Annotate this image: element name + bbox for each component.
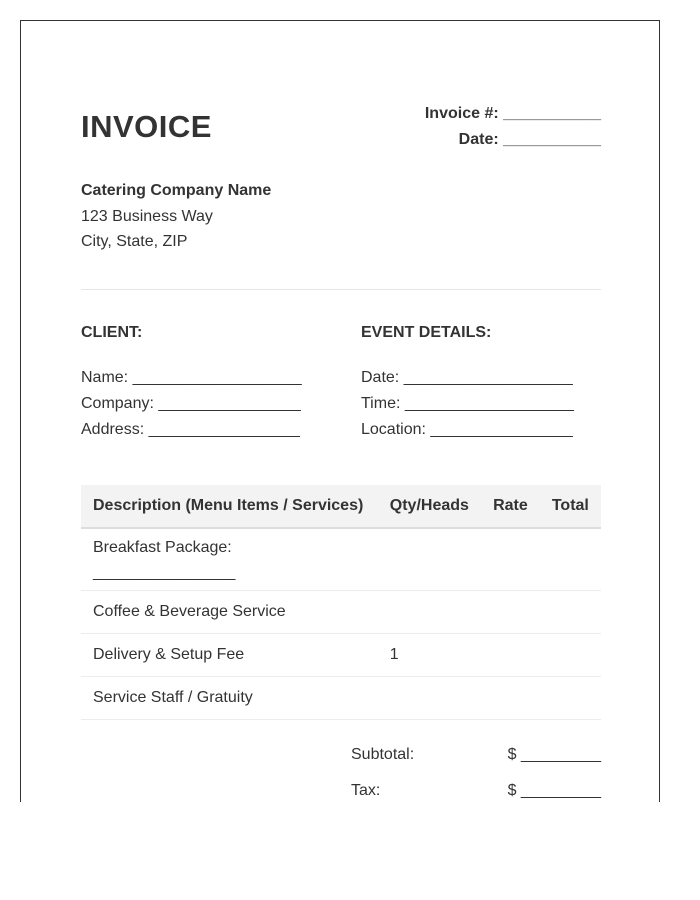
event-heading: EVENT DETAILS: <box>361 324 492 341</box>
table-row <box>81 528 601 591</box>
row-description: Coffee & Beverage Service <box>81 591 376 634</box>
totals-section <box>351 743 601 802</box>
tax-label: Tax: <box>351 782 381 799</box>
event-section <box>361 323 611 443</box>
row-description-text: Breakfast Package: <box>93 538 232 556</box>
table-row <box>81 677 601 720</box>
event-location-field: Location: ________________ <box>361 421 573 438</box>
table-header-row <box>81 485 601 528</box>
row-total <box>540 591 601 634</box>
company-address-line2: City, State, ZIP <box>81 233 188 250</box>
company-address-line1: 123 Business Way <box>81 207 213 225</box>
invoice-number-field: Invoice #: ___________ <box>424 105 601 122</box>
invoice-date-field: Date: ___________ <box>458 131 601 148</box>
row-qty: 1 <box>376 634 481 677</box>
invoice-page <box>20 20 660 802</box>
section-divider <box>81 289 601 290</box>
row-description-blank: ________________ <box>93 563 236 581</box>
company-info <box>81 178 271 255</box>
row-rate <box>481 677 540 720</box>
column-header-rate: Rate <box>481 485 540 528</box>
tax-value: $ _________ <box>507 782 601 799</box>
column-header-description: Description (Menu Items / Services) <box>81 485 376 528</box>
invoice-title: INVOICE <box>81 109 212 144</box>
client-company-field: Company: ________________ <box>81 395 301 412</box>
row-description <box>81 528 376 591</box>
row-total <box>540 634 601 677</box>
table-row <box>81 591 601 634</box>
row-total <box>540 677 601 720</box>
subtotal-label: Subtotal: <box>351 746 415 763</box>
row-qty <box>376 677 481 720</box>
subtotal-row <box>351 743 601 779</box>
row-qty <box>376 591 481 634</box>
row-rate <box>481 591 540 634</box>
row-rate <box>481 528 540 591</box>
row-qty <box>376 528 481 591</box>
client-address-field: Address: _________________ <box>81 421 300 438</box>
event-time-field: Time: ___________________ <box>361 395 574 412</box>
company-name: Catering Company Name <box>81 182 272 199</box>
client-name-field: Name: ___________________ <box>81 369 302 386</box>
row-total <box>540 528 601 591</box>
column-header-qty: Qty/Heads <box>376 485 481 528</box>
line-items-table <box>81 485 601 720</box>
row-description: Delivery & Setup Fee <box>81 634 376 677</box>
event-date-field: Date: ___________________ <box>361 369 573 386</box>
tax-row <box>351 779 601 802</box>
column-header-total: Total <box>540 485 601 528</box>
invoice-meta <box>425 101 601 153</box>
client-section <box>81 323 331 443</box>
table-row <box>81 634 601 677</box>
row-rate <box>481 634 540 677</box>
subtotal-value: $ _________ <box>507 746 601 763</box>
row-description: Service Staff / Gratuity <box>81 677 376 720</box>
client-heading: CLIENT: <box>81 324 143 341</box>
